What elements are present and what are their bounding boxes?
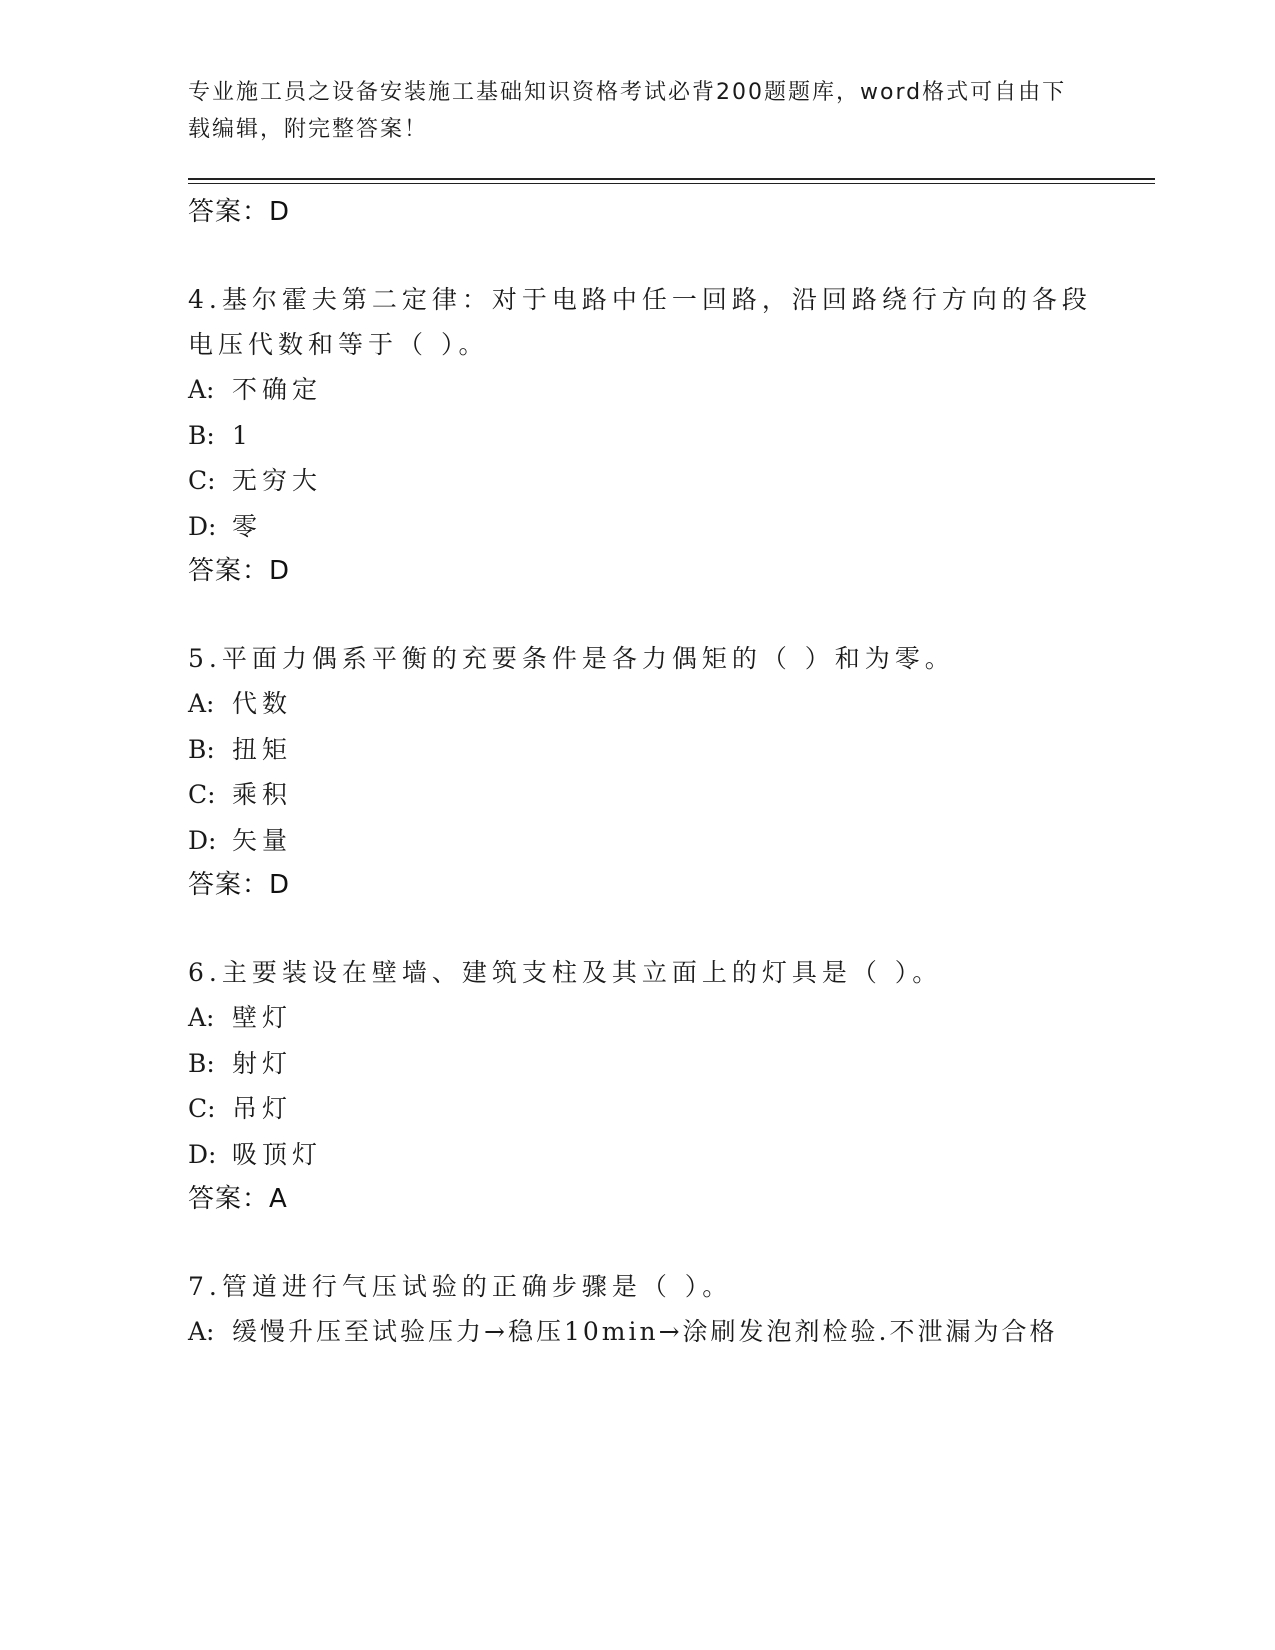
option-letter: B: — [188, 734, 215, 764]
option-b — [188, 413, 1118, 459]
option-c — [188, 772, 1118, 818]
option-text: 吊灯 — [232, 1094, 293, 1123]
option-text: 缓慢升压至试验压力→稳压10min→涂刷发泡剂检验.不泄漏为合格 — [232, 1317, 1058, 1346]
option-b — [188, 1041, 1118, 1087]
option-letter: A: — [188, 375, 215, 404]
option-letter: C: — [188, 466, 216, 495]
spacer — [188, 593, 1118, 636]
header-divider-thin — [188, 183, 1155, 184]
question-list — [188, 190, 1118, 1355]
option-d — [188, 818, 1118, 864]
question-stem: 7.管道进行气压试验的正确步骤是（ ）。 — [188, 1272, 733, 1301]
option-letter: A: — [188, 1003, 215, 1032]
question-stem: 4.基尔霍夫第二定律：对于电路中任一回路，沿回路绕行方向的各段电压代数和等于（ ）。 — [188, 285, 1092, 359]
question-block — [188, 277, 1118, 593]
option-text: 无穷大 — [232, 466, 323, 495]
option-text: 乘积 — [232, 780, 293, 809]
option-text: 射灯 — [232, 1048, 293, 1078]
option-c — [188, 1086, 1118, 1132]
question-stem: 6.主要装设在壁墙、建筑支柱及其立面上的灯具是（ ）。 — [188, 958, 943, 987]
option-a — [188, 367, 1118, 413]
option-letter: A: — [188, 689, 215, 718]
answer-line: 答案：D — [188, 197, 291, 227]
option-d — [188, 504, 1118, 550]
option-letter: A: — [188, 1317, 215, 1346]
option-letter: B: — [188, 1048, 215, 1078]
option-letter: C: — [188, 780, 216, 809]
option-letter: D: — [188, 825, 217, 855]
option-b — [188, 727, 1118, 773]
spacer — [188, 234, 1118, 277]
option-text: 壁灯 — [232, 1003, 293, 1032]
option-text: 代数 — [232, 689, 293, 718]
header-divider-thick — [188, 178, 1155, 180]
question-block — [188, 636, 1118, 907]
option-letter: B: — [188, 420, 215, 450]
option-letter: C: — [188, 1094, 216, 1123]
option-letter: D: — [188, 511, 217, 541]
option-a — [188, 995, 1118, 1041]
option-text: 不确定 — [232, 375, 323, 404]
answer-line: 答案：A — [188, 1184, 288, 1214]
page-header: 专业施工员之设备安装施工基础知识资格考试必背200题题库，word格式可自由下载编辑，附完整答案！ — [188, 80, 1067, 142]
option-text: 1 — [232, 420, 253, 450]
option-text: 零 — [232, 511, 263, 541]
option-text: 矢量 — [232, 825, 293, 855]
option-a — [188, 681, 1118, 727]
option-letter: D: — [188, 1139, 217, 1169]
spacer — [188, 1221, 1118, 1264]
answer-line: 答案：D — [188, 556, 291, 586]
spacer — [188, 907, 1118, 950]
question-stem: 5.平面力偶系平衡的充要条件是各力偶矩的（ ）和为零。 — [188, 644, 955, 673]
answer-line: 答案：D — [188, 870, 291, 900]
option-text: 扭矩 — [232, 734, 293, 764]
option-text: 吸顶灯 — [232, 1139, 323, 1169]
question-block — [188, 1264, 1118, 1355]
option-a — [188, 1309, 1118, 1355]
option-c — [188, 458, 1118, 504]
question-block — [188, 950, 1118, 1221]
option-d — [188, 1132, 1118, 1178]
